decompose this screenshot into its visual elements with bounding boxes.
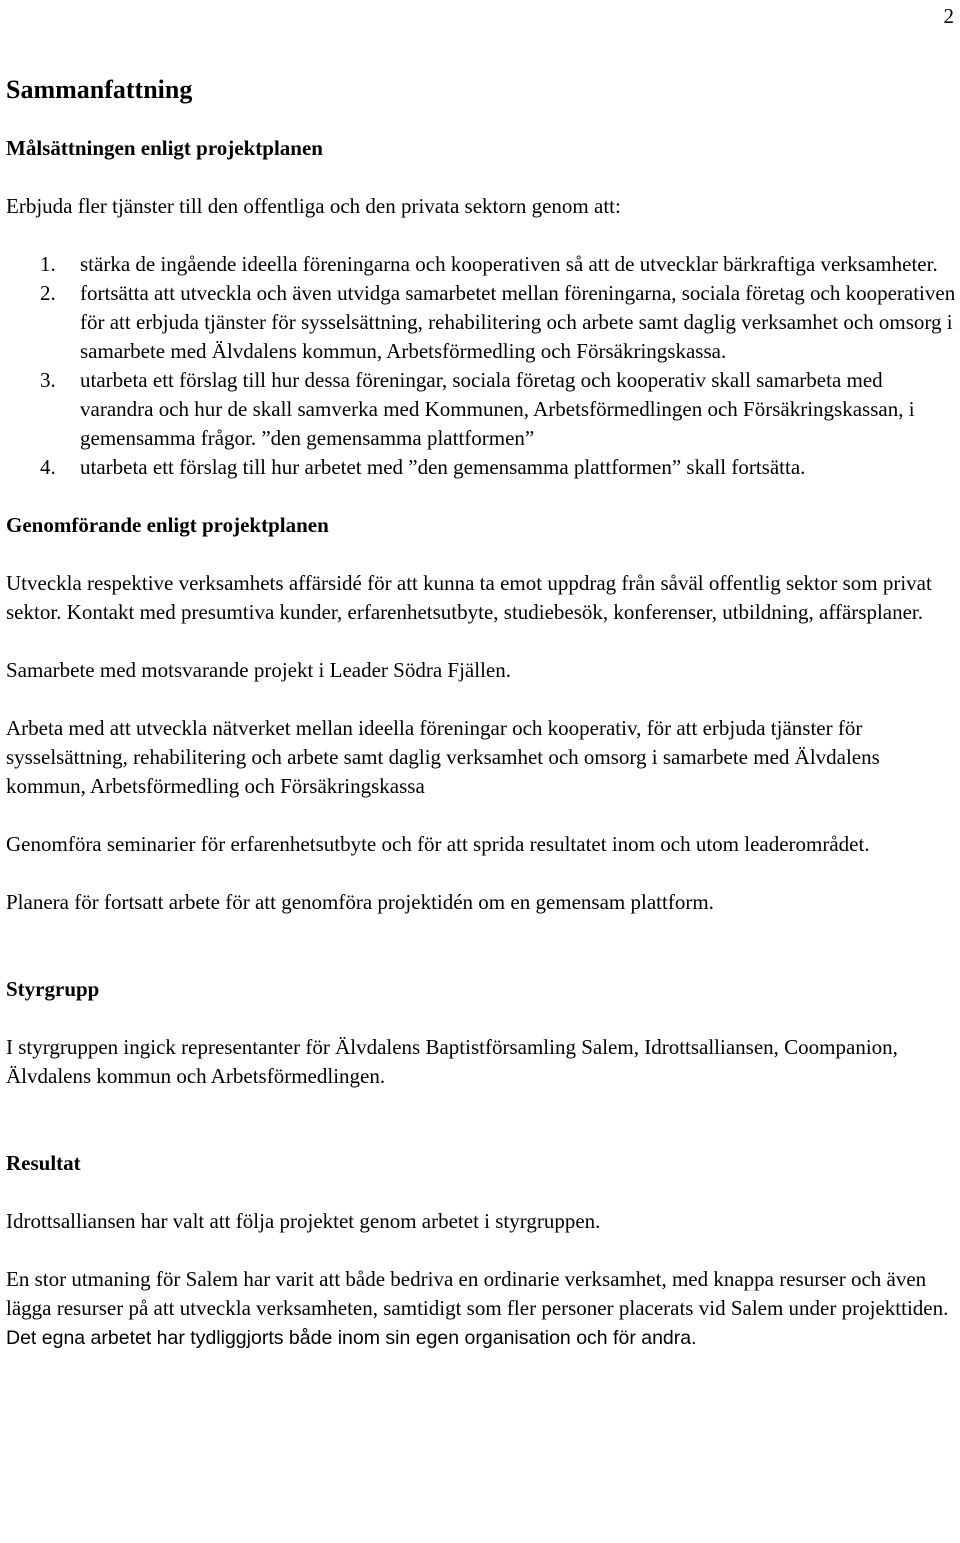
list-item-text: fortsätta att utveckla och även utvidga samarbetet mellan föreningarna, sociala företag och kooperativen för att erbjuda tjänster för sysselsättning, rehabilitering och arbete samt daglig verksamhet och omsorg i samarbete med Älvdalens kommun, Arbetsförmedling och Försäkringskassa. (80, 281, 956, 363)
implementation-paragraph: Utveckla respektive verksamhets affärsidé för att kunna ta emot uppdrag från såväl offentlig sektor som privat sektor. Kontakt med presumtiva kunder, erfarenhetsutbyte, studiebesök, konferenser, utbildning, affärsplaner. (6, 571, 932, 624)
implementation-paragraph: Samarbete med motsvarande projekt i Leader Södra Fjällen. (6, 658, 511, 682)
list-item (6, 279, 956, 366)
implementation-paragraph: Genomföra seminarier för erfarenhetsutbyte och för att sprida resultatet inom och utom leaderområdet. (6, 832, 870, 856)
list-number: 4. (40, 455, 56, 479)
implementation-paragraph: Planera för fortsatt arbete för att genomföra projektidén om en gemensam plattform. (6, 890, 714, 914)
list-item-text: utarbeta ett förslag till hur dessa föreningar, sociala företag och kooperativ skall samarbeta med varandra och hur de skall samverka med Kommunen, Arbetsförmedlingen och Försäkringskassan, i gemensamma frågor. ”den gemensamma plattformen” (80, 368, 915, 450)
list-item (6, 250, 956, 279)
list-number: 3. (40, 368, 56, 392)
result-heading: Resultat (6, 1151, 81, 1175)
goals-heading: Målsättningen enligt projektplanen (6, 136, 323, 160)
document-body (6, 74, 956, 1353)
steering-group-heading: Styrgrupp (6, 977, 100, 1001)
result-text-sans: Det egna arbetet har tydliggjorts både inom sin egen organisation och för andra. (6, 1327, 697, 1349)
result-paragraph: Idrottsalliansen har valt att följa projektet genom arbetet i styrgruppen. (6, 1209, 601, 1233)
goals-intro: Erbjuda fler tjänster till den offentliga och den privata sektorn genom att: (6, 194, 621, 218)
list-number: 2. (40, 281, 56, 305)
list-item-text: utarbeta ett förslag till hur arbetet med ”den gemensamma plattformen” skall fortsätta. (80, 455, 806, 479)
goals-list (6, 250, 956, 482)
list-item-text: stärka de ingående ideella föreningarna och kooperativen så att de utvecklar bärkraftiga verksamheter. (80, 252, 938, 276)
steering-group-text: I styrgruppen ingick representanter för Älvdalens Baptistförsamling Salem, Idrottsalliansen, Coompanion, Älvdalens kommun och Arbetsförmedlingen. (6, 1035, 898, 1088)
implementation-paragraph: Arbeta med att utveckla nätverket mellan ideella föreningar och kooperativ, för att erbjuda tjänster för sysselsättning, rehabilitering och arbete samt daglig verksamhet och omsorg i samarbete med Älvdalens kommun, Arbetsförmedling och Försäkringskassa (6, 716, 880, 798)
page-number: 2 (943, 4, 954, 28)
result-text-serif: En stor utmaning för Salem har varit att både bedriva en ordinarie verksamhet, med knappa resurser och även lägga resurser på att utveckla verksamheten, samtidigt som fler personer placerats vid Salem under projekttiden. (6, 1267, 949, 1320)
page-title: Sammanfattning (6, 75, 193, 104)
result-paragraph (6, 1265, 956, 1353)
list-number: 1. (40, 252, 56, 276)
implementation-heading: Genomförande enligt projektplanen (6, 513, 329, 537)
list-item (6, 453, 956, 482)
list-item (6, 366, 956, 453)
